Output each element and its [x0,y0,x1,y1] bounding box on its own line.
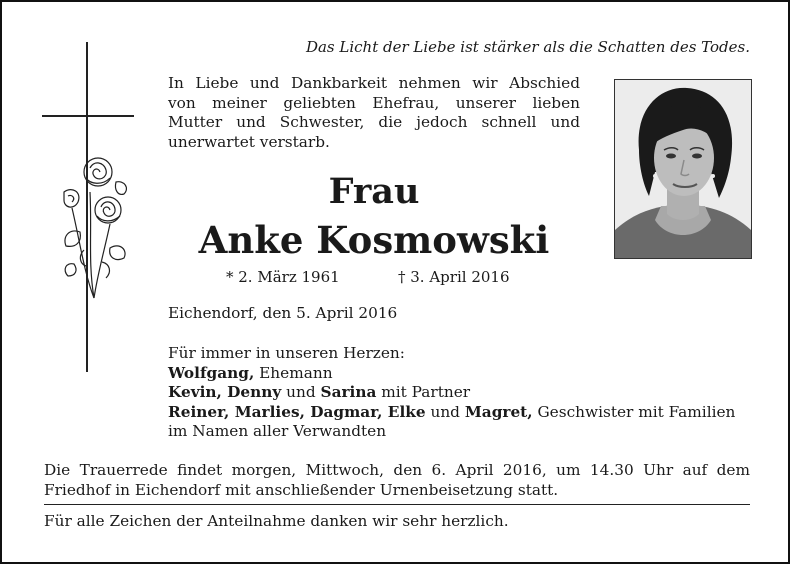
mourner-conjunction: und [425,402,465,421]
mourner-line [168,364,758,384]
place-date: Eichendorf, den 5. April 2016 [168,304,398,322]
mourner-relation: Ehemann [254,363,333,382]
motto: Das Licht der Liebe ist stärker als die Schatten des Todes. [305,38,750,56]
portrait-photo [614,79,752,259]
mourner-name: Sarina [320,383,377,402]
mourner-conjunction: und [281,383,321,402]
funeral-line: Die Trauerrede findet morgen, Mittwoch, den 6. April 2016, um 14.30 Uhr auf dem [44,461,750,479]
birth-date: * 2. März 1961 [226,268,340,286]
mourner-relation: Geschwister mit Familien [532,402,736,421]
mourner-name: Wolfgang, [168,363,255,382]
intro-text [168,74,580,152]
salutation: Frau [328,171,420,212]
mourner-line [168,403,758,423]
deceased-name: Anke Kosmowski [198,218,550,262]
intro-line: unerwartet verstarb. [168,132,330,151]
mourner-relation: mit Partner [376,383,471,402]
mourner-name: Reiner, Marlies, Dagmar, Elke [168,402,426,421]
death-date: † 3. April 2016 [398,268,510,286]
intro-line: In Liebe und Dankbarkeit nehmen wir Abschied [168,74,580,92]
mourner-line: im Namen aller Verwandten [168,422,387,441]
mourner-name: Magret, [464,402,533,421]
mourner-name: Kevin, Denny [168,383,282,402]
intro-line: von meiner geliebten Ehefrau, unserer lieben [168,93,580,112]
mourners-heading: Für immer in unseren Herzen: [168,344,405,362]
mourners-list [168,344,758,442]
rose-icon [54,152,134,300]
thanks-text: Für alle Zeichen der Anteilnahme danken wir sehr herzlich. [44,512,509,530]
intro-line: Mutter und Schwester, die jedoch schnell und [168,113,580,131]
cross-bar [42,115,134,117]
funeral-line: Friedhof in Eichendorf mit anschließender Urnenbeisetzung statt. [44,481,559,499]
mourner-line [168,383,758,403]
divider [44,504,750,505]
funeral-notice [44,460,750,500]
